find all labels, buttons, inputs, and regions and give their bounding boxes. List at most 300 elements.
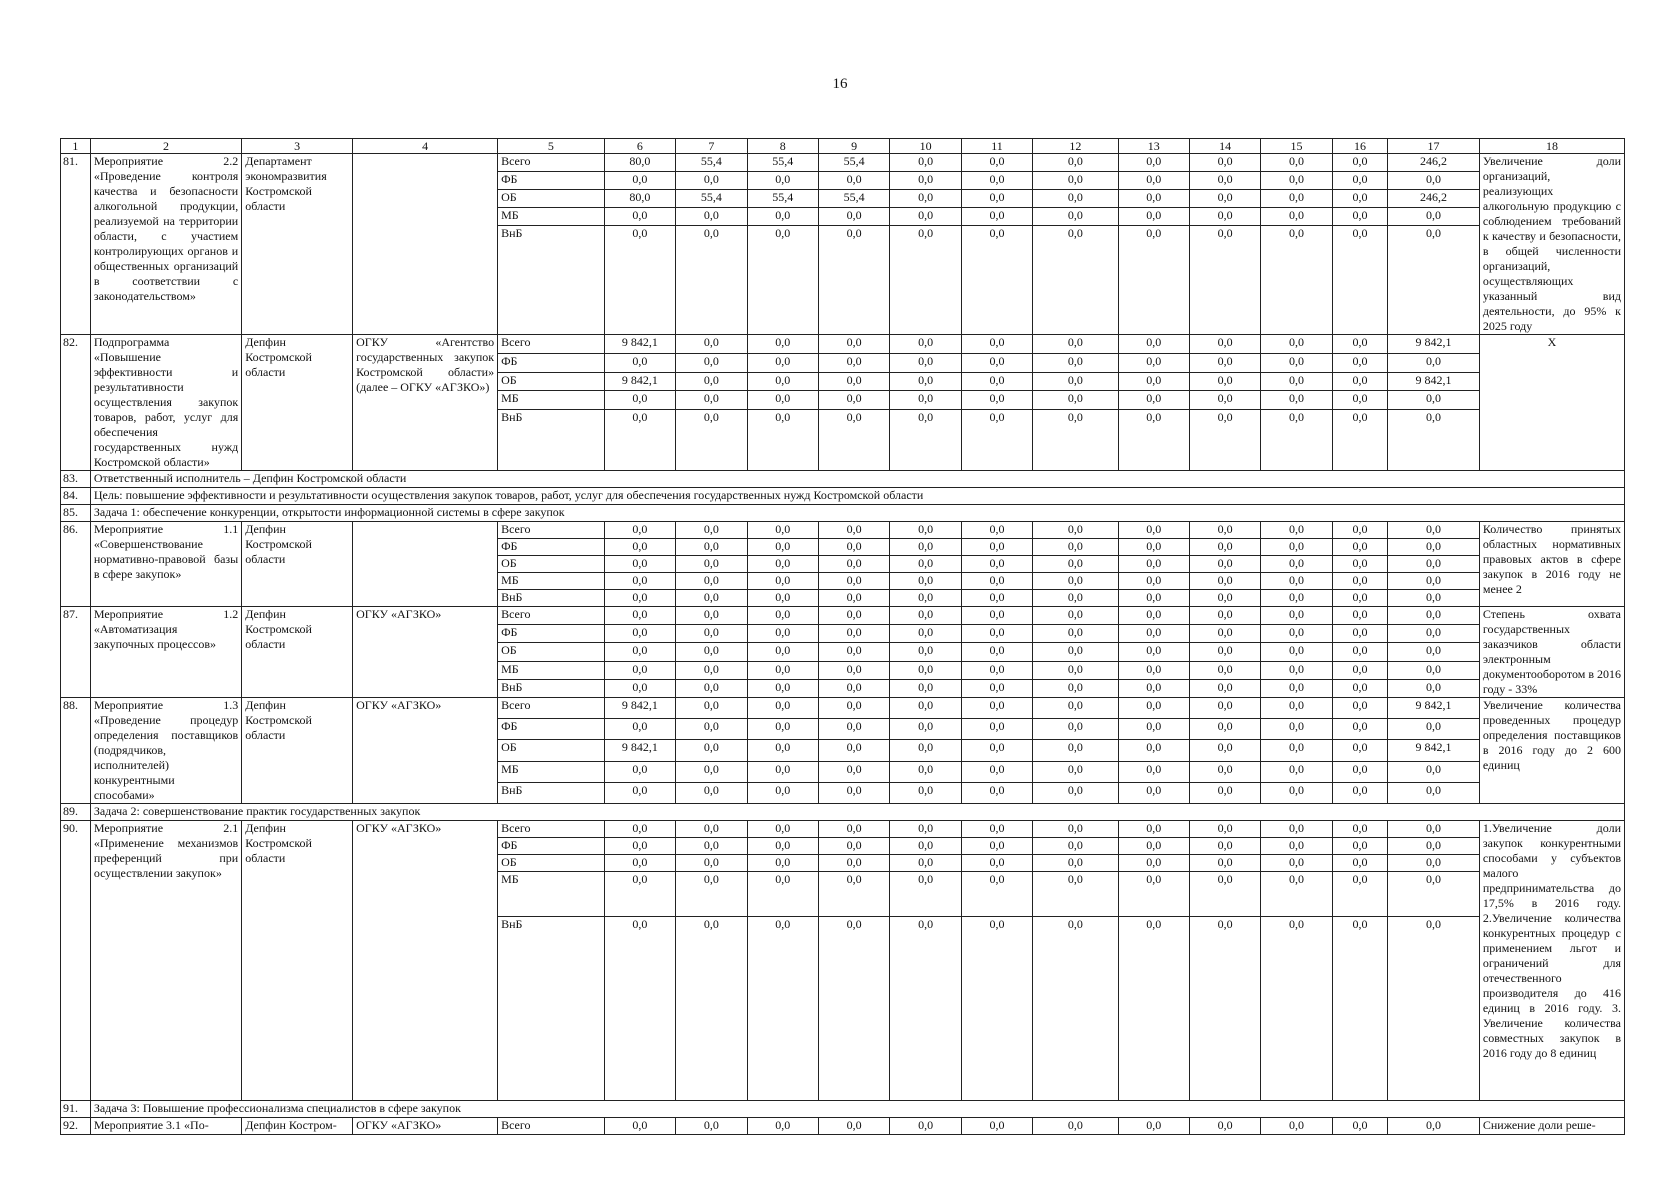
value-cell: 0,0 [890,917,961,1101]
value-cell: 80,0 [604,189,675,207]
value-cell: 0,0 [961,698,1032,719]
value-cell: 0,0 [1189,761,1260,782]
funding-source: ФБ [498,719,605,740]
value-cell: 0,0 [747,661,818,679]
value-cell: 0,0 [890,154,961,172]
measure-name: Мероприятие 2.1 «Применение механизмов преференций при осуществлении закупок» [90,821,241,1101]
expected-result: Х [1479,335,1624,471]
funding-source: ОБ [498,372,605,391]
value-cell: 0,0 [604,719,675,740]
value-cell: 0,0 [604,171,675,189]
funding-source: ВнБ [498,917,605,1101]
value-cell: 0,0 [747,761,818,782]
value-cell: 0,0 [676,522,747,539]
column-number: 2 [90,139,241,154]
row-number: 89. [61,804,91,821]
value-cell: 0,0 [818,761,889,782]
value-cell: 0,0 [1118,917,1189,1101]
value-cell: 0,0 [1118,719,1189,740]
participant: ОГКУ «АГЗКО» [353,1118,498,1135]
value-cell: 55,4 [818,189,889,207]
value-cell: 0,0 [676,838,747,855]
value-cell: 0,0 [1388,643,1480,661]
value-cell: 0,0 [890,740,961,761]
value-cell: 9 842,1 [1388,698,1480,719]
value-cell: 0,0 [676,171,747,189]
table-row [61,335,1625,354]
value-cell: 0,0 [1118,154,1189,172]
value-cell: 0,0 [676,1118,747,1135]
value-cell: 0,0 [747,410,818,471]
value-cell: 0,0 [1332,189,1387,207]
value-cell: 0,0 [818,539,889,556]
value-cell: 0,0 [1118,761,1189,782]
value-cell: 0,0 [818,556,889,573]
value-cell: 0,0 [1332,838,1387,855]
value-cell: 0,0 [890,761,961,782]
value-cell: 0,0 [676,556,747,573]
table-row [61,154,1625,172]
value-cell: 0,0 [961,556,1032,573]
value-cell: 0,0 [1033,1118,1118,1135]
funding-source: ОБ [498,855,605,872]
value-cell: 0,0 [1189,782,1260,803]
value-cell: 0,0 [1332,539,1387,556]
value-cell: 0,0 [1332,679,1387,697]
value-cell: 0,0 [1033,607,1118,625]
value-cell: 0,0 [1189,740,1260,761]
funding-source: ФБ [498,353,605,372]
value-cell: 0,0 [676,607,747,625]
value-cell: 0,0 [890,855,961,872]
executor: Депфин Костромской области [242,522,353,607]
value-cell: 0,0 [1189,391,1260,410]
value-cell: 0,0 [747,719,818,740]
value-cell: 0,0 [818,391,889,410]
value-cell: 0,0 [961,590,1032,607]
value-cell: 0,0 [818,643,889,661]
value-cell: 0,0 [1388,225,1480,335]
value-cell: 0,0 [1261,556,1332,573]
value-cell: 0,0 [604,607,675,625]
value-cell: 0,0 [1189,917,1260,1101]
funding-source: Всего [498,335,605,354]
value-cell: 0,0 [1189,872,1260,917]
value-cell: 0,0 [1388,607,1480,625]
value-cell: 0,0 [747,679,818,697]
value-cell: 0,0 [1033,171,1118,189]
value-cell: 0,0 [604,782,675,803]
value-cell: 0,0 [890,410,961,471]
value-cell: 0,0 [1388,679,1480,697]
value-cell: 0,0 [604,207,675,225]
measure-name: Мероприятие 1.1 «Совершенствование нормативно-правовой базы в сфере закупок» [90,522,241,607]
value-cell: 0,0 [1332,225,1387,335]
value-cell: 0,0 [604,855,675,872]
value-cell: 0,0 [1332,917,1387,1101]
funding-source: МБ [498,872,605,917]
value-cell: 0,0 [1332,821,1387,838]
value-cell: 0,0 [747,171,818,189]
row-number: 85. [61,505,91,522]
value-cell: 0,0 [1189,189,1260,207]
value-cell: 0,0 [1033,353,1118,372]
value-cell: 0,0 [747,782,818,803]
value-cell: 0,0 [604,679,675,697]
value-cell: 0,0 [1261,207,1332,225]
value-cell: 0,0 [676,573,747,590]
value-cell: 0,0 [1033,872,1118,917]
column-number: 15 [1261,139,1332,154]
value-cell: 0,0 [1261,353,1332,372]
value-cell: 0,0 [1033,590,1118,607]
value-cell: 0,0 [1033,391,1118,410]
value-cell: 9 842,1 [604,335,675,354]
value-cell: 0,0 [890,590,961,607]
value-cell: 0,0 [604,539,675,556]
budget-table [60,138,1625,1135]
value-cell: 0,0 [676,855,747,872]
value-cell: 0,0 [1033,719,1118,740]
column-number: 3 [242,139,353,154]
funding-source: ВнБ [498,590,605,607]
value-cell: 0,0 [604,917,675,1101]
value-cell: 0,0 [818,821,889,838]
value-cell: 0,0 [1388,539,1480,556]
value-cell: 0,0 [818,372,889,391]
table-row [61,1118,1625,1135]
value-cell: 0,0 [676,740,747,761]
value-cell: 0,0 [604,590,675,607]
funding-source: ФБ [498,539,605,556]
value-cell: 0,0 [747,855,818,872]
value-cell: 0,0 [1118,391,1189,410]
value-cell: 0,0 [1388,661,1480,679]
value-cell: 0,0 [961,335,1032,354]
value-cell: 0,0 [961,917,1032,1101]
value-cell: 0,0 [1033,189,1118,207]
value-cell: 0,0 [676,590,747,607]
value-cell: 0,0 [676,353,747,372]
value-cell: 0,0 [676,539,747,556]
value-cell: 0,0 [1332,719,1387,740]
executor: Депфин Костромской области [242,821,353,1101]
value-cell: 0,0 [747,539,818,556]
value-cell: 0,0 [818,590,889,607]
measure-name: Мероприятие 3.1 «По- [90,1118,241,1135]
value-cell: 0,0 [676,872,747,917]
value-cell: 0,0 [1388,573,1480,590]
value-cell: 0,0 [1118,740,1189,761]
value-cell: 0,0 [1388,761,1480,782]
value-cell: 0,0 [747,607,818,625]
value-cell: 0,0 [747,391,818,410]
value-cell: 0,0 [890,335,961,354]
value-cell: 0,0 [1261,522,1332,539]
value-cell: 0,0 [676,679,747,697]
value-cell: 0,0 [1261,539,1332,556]
value-cell: 0,0 [961,782,1032,803]
value-cell: 0,0 [1189,539,1260,556]
value-cell: 0,0 [1332,782,1387,803]
row-number: 90. [61,821,91,1101]
table-row [61,607,1625,625]
value-cell: 0,0 [961,522,1032,539]
value-cell: 55,4 [676,189,747,207]
value-cell: 0,0 [1033,539,1118,556]
value-cell: 0,0 [890,607,961,625]
value-cell: 0,0 [604,391,675,410]
value-cell: 0,0 [1261,855,1332,872]
value-cell: 0,0 [890,539,961,556]
value-cell: 0,0 [676,698,747,719]
value-cell: 0,0 [1332,207,1387,225]
value-cell: 0,0 [1261,661,1332,679]
value-cell: 0,0 [1189,643,1260,661]
section-row [61,488,1625,505]
value-cell: 0,0 [1388,556,1480,573]
value-cell: 0,0 [1332,556,1387,573]
row-number: 87. [61,607,91,698]
value-cell: 0,0 [676,719,747,740]
value-cell: 0,0 [961,573,1032,590]
executor: Депфин Костромской области [242,335,353,471]
value-cell: 0,0 [747,522,818,539]
value-cell: 0,0 [604,761,675,782]
value-cell: 55,4 [676,154,747,172]
value-cell: 0,0 [1332,1118,1387,1135]
value-cell: 0,0 [961,679,1032,697]
value-cell: 0,0 [676,821,747,838]
value-cell: 0,0 [890,207,961,225]
value-cell: 0,0 [818,838,889,855]
funding-source: МБ [498,761,605,782]
value-cell: 0,0 [1261,761,1332,782]
value-cell: 0,0 [1118,643,1189,661]
value-cell: 55,4 [747,189,818,207]
column-number: 9 [818,139,889,154]
section-text: Цель: повышение эффективности и результативности осуществления закупок товаров, работ, услуг для обеспечения государственных нужд Костромской области [90,488,1624,505]
value-cell: 0,0 [1388,522,1480,539]
value-cell: 0,0 [1118,207,1189,225]
value-cell: 0,0 [1189,625,1260,643]
value-cell: 0,0 [1033,556,1118,573]
value-cell: 0,0 [818,917,889,1101]
table-row [61,522,1625,539]
value-cell: 0,0 [1189,353,1260,372]
value-cell: 0,0 [1261,782,1332,803]
expected-result: 1.Увеличение доли закупок конкурентными способами у субъектов малого предпринимательства до 17,5% в 2016 году. 2.Увеличение количества конкурентных процедур с применением льгот и ограничений для отечественного производителя до 416 единиц в 2016 году. 3. Увеличение количества совместных закупок в 2016 году до 8 единиц [1479,821,1624,1101]
value-cell: 0,0 [1332,410,1387,471]
value-cell: 0,0 [1033,761,1118,782]
value-cell: 0,0 [961,761,1032,782]
value-cell: 0,0 [1033,372,1118,391]
value-cell: 0,0 [1033,821,1118,838]
section-row [61,471,1625,488]
funding-source: Всего [498,821,605,838]
value-cell: 0,0 [961,821,1032,838]
value-cell: 0,0 [1118,573,1189,590]
value-cell: 0,0 [1033,855,1118,872]
column-number: 17 [1388,139,1480,154]
value-cell: 0,0 [676,335,747,354]
value-cell: 0,0 [818,625,889,643]
value-cell: 0,0 [747,625,818,643]
value-cell: 0,0 [818,698,889,719]
value-cell: 246,2 [1388,189,1480,207]
value-cell: 0,0 [818,207,889,225]
value-cell: 0,0 [604,838,675,855]
value-cell: 0,0 [676,391,747,410]
value-cell: 0,0 [818,171,889,189]
value-cell: 0,0 [1388,821,1480,838]
value-cell: 0,0 [890,782,961,803]
participant: ОГКУ «АГЗКО» [353,607,498,698]
measure-name: Подпрограмма «Повышение эффективности и результативности осуществления закупок товаров, работ, услуг для обеспечения государственных нужд Костромской области» [90,335,241,471]
value-cell: 0,0 [1388,838,1480,855]
value-cell: 0,0 [1261,740,1332,761]
row-number: 82. [61,335,91,471]
funding-source: МБ [498,661,605,679]
value-cell: 9 842,1 [1388,740,1480,761]
value-cell: 0,0 [1261,573,1332,590]
value-cell: 0,0 [1261,1118,1332,1135]
value-cell: 0,0 [1189,698,1260,719]
value-cell: 0,0 [1388,719,1480,740]
value-cell: 0,0 [1388,872,1480,917]
value-cell: 9 842,1 [604,372,675,391]
value-cell: 0,0 [1332,154,1387,172]
value-cell: 0,0 [747,872,818,917]
value-cell: 9 842,1 [604,740,675,761]
column-number: 18 [1479,139,1624,154]
value-cell: 0,0 [890,838,961,855]
value-cell: 0,0 [1388,391,1480,410]
value-cell: 0,0 [890,1118,961,1135]
value-cell: 0,0 [1189,573,1260,590]
value-cell: 0,0 [747,573,818,590]
value-cell: 0,0 [747,335,818,354]
value-cell: 0,0 [818,353,889,372]
value-cell: 0,0 [818,855,889,872]
value-cell: 0,0 [676,917,747,1101]
row-number: 92. [61,1118,91,1135]
value-cell: 0,0 [890,556,961,573]
value-cell: 0,0 [1118,679,1189,697]
value-cell: 0,0 [1261,410,1332,471]
row-number: 81. [61,154,91,335]
row-number: 83. [61,471,91,488]
measure-name: Мероприятие 2.2 «Проведение контроля качества и безопасности алкогольной продукции, реализуемой на территории области, с участием контролирующих органов и общественных организаций в соответствии с законодательством» [90,154,241,335]
value-cell: 0,0 [604,556,675,573]
column-number: 13 [1118,139,1189,154]
value-cell: 0,0 [1388,353,1480,372]
funding-source: Всего [498,522,605,539]
value-cell: 0,0 [1033,782,1118,803]
funding-source: Всего [498,154,605,172]
value-cell: 0,0 [818,410,889,471]
value-cell: 0,0 [1388,207,1480,225]
value-cell: 0,0 [604,872,675,917]
value-cell: 0,0 [1189,661,1260,679]
value-cell: 0,0 [676,225,747,335]
section-row [61,505,1625,522]
measure-name: Мероприятие 1.3 «Проведение процедур определения поставщиков (подрядчиков, исполнителей) конкурентными способами» [90,698,241,804]
funding-source: МБ [498,207,605,225]
value-cell: 0,0 [1332,740,1387,761]
section-text: Задача 1: обеспечение конкуренции, открытости информационной системы в сфере закупок [90,505,1624,522]
value-cell: 0,0 [1261,225,1332,335]
value-cell: 0,0 [890,189,961,207]
value-cell: 0,0 [1118,410,1189,471]
value-cell: 0,0 [1189,171,1260,189]
header-row [61,139,1625,154]
value-cell: 0,0 [1388,1118,1480,1135]
value-cell: 9 842,1 [604,698,675,719]
funding-source: МБ [498,573,605,590]
funding-source: ФБ [498,838,605,855]
value-cell: 0,0 [1332,855,1387,872]
funding-source: ВнБ [498,679,605,697]
value-cell: 0,0 [890,643,961,661]
value-cell: 0,0 [1189,207,1260,225]
row-number: 91. [61,1101,91,1118]
value-cell: 0,0 [1118,698,1189,719]
funding-source: ФБ [498,625,605,643]
funding-source: ОБ [498,643,605,661]
column-number: 8 [747,139,818,154]
row-number: 86. [61,522,91,607]
value-cell: 246,2 [1388,154,1480,172]
value-cell: 0,0 [1118,821,1189,838]
value-cell: 0,0 [1033,838,1118,855]
value-cell: 0,0 [818,740,889,761]
value-cell: 0,0 [818,522,889,539]
section-row [61,1101,1625,1118]
value-cell: 0,0 [890,661,961,679]
page-number: 16 [832,76,848,92]
value-cell: 0,0 [747,698,818,719]
value-cell: 0,0 [747,590,818,607]
executor: Депфин Костром- [242,1118,353,1135]
value-cell: 0,0 [676,782,747,803]
value-cell: 0,0 [1261,335,1332,354]
value-cell: 0,0 [1261,821,1332,838]
value-cell: 0,0 [1189,855,1260,872]
expected-result: Увеличение количества проведенных процедур определения поставщиков в 2016 году до 2 600 единиц [1479,698,1624,804]
value-cell: 0,0 [1189,410,1260,471]
value-cell: 0,0 [961,171,1032,189]
column-number: 1 [61,139,91,154]
value-cell: 0,0 [1332,522,1387,539]
value-cell: 0,0 [1261,154,1332,172]
value-cell: 0,0 [961,539,1032,556]
value-cell: 0,0 [1033,154,1118,172]
value-cell: 0,0 [1189,1118,1260,1135]
value-cell: 0,0 [747,821,818,838]
value-cell: 0,0 [1033,643,1118,661]
value-cell: 0,0 [1332,643,1387,661]
value-cell: 0,0 [1033,522,1118,539]
value-cell: 0,0 [1118,225,1189,335]
value-cell: 0,0 [1189,154,1260,172]
value-cell: 0,0 [961,410,1032,471]
column-number: 10 [890,139,961,154]
value-cell: 0,0 [818,225,889,335]
value-cell: 0,0 [1118,872,1189,917]
value-cell: 0,0 [1118,782,1189,803]
funding-source: ФБ [498,171,605,189]
